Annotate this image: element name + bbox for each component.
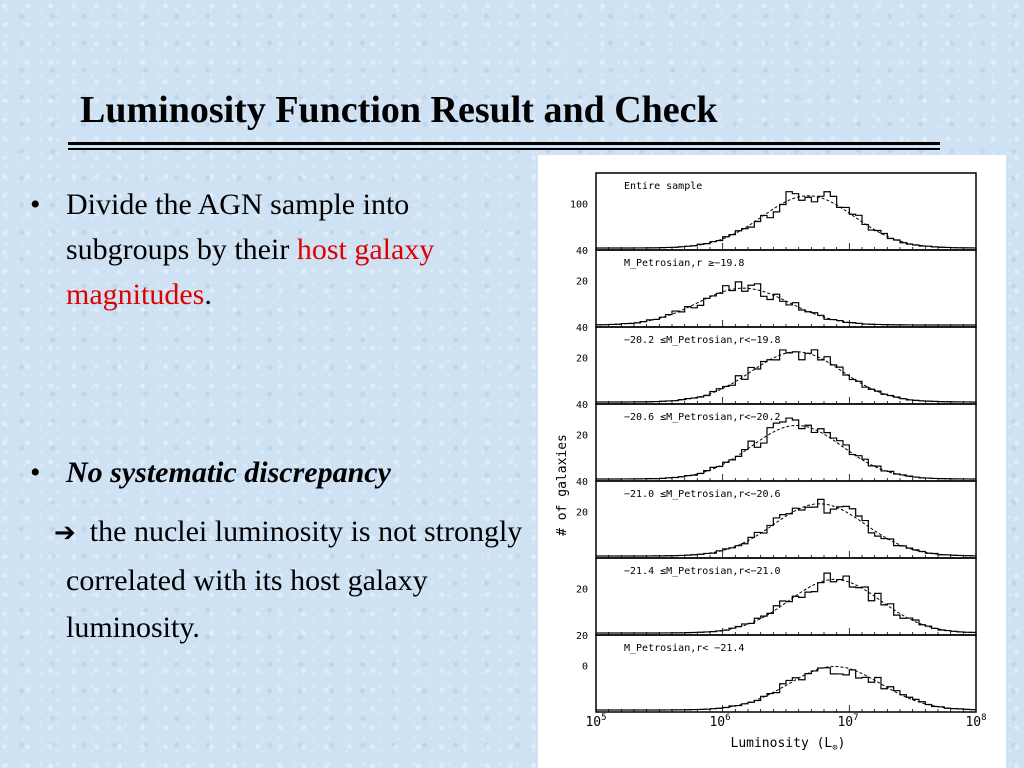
panel-label: M_Petrosian,r< −21.4 bbox=[624, 643, 745, 654]
luminosity-histogram-figure bbox=[538, 155, 1006, 768]
y-tick-label: 0 bbox=[581, 661, 588, 673]
fit-curve bbox=[599, 579, 973, 633]
y-tick-label: 40 bbox=[575, 477, 588, 488]
panel-label: −21.4 ≤M_Petrosian,r<−21.0 bbox=[624, 566, 781, 577]
x-axis-label: Luminosity $(L_⊙)$ bbox=[730, 736, 846, 753]
y-tick-label: 100 bbox=[569, 199, 588, 211]
histogram-steps bbox=[596, 418, 976, 479]
fit-curve bbox=[599, 288, 973, 325]
histogram-steps bbox=[596, 668, 976, 710]
bullet-dot: • bbox=[30, 456, 41, 489]
fit-curve bbox=[599, 352, 973, 402]
x-tick-label: $10^8$ bbox=[965, 713, 987, 730]
histogram-steps bbox=[596, 192, 976, 248]
fit-curve bbox=[599, 666, 973, 710]
panel-label: −20.6 ≤M_Petrosian,r<−20.2 bbox=[624, 412, 781, 423]
histogram-steps bbox=[596, 282, 976, 325]
panel-label: Entire sample bbox=[624, 181, 703, 192]
slide-title: Luminosity Function Result and Check bbox=[80, 89, 718, 131]
x-tick-label: $10^6$ bbox=[709, 713, 731, 730]
histogram-steps bbox=[596, 350, 976, 402]
y-tick-label: 20 bbox=[575, 584, 588, 596]
y-tick-label: 20 bbox=[575, 353, 588, 365]
fit-curve bbox=[599, 504, 973, 556]
y-axis-label: # of galaxies bbox=[555, 434, 570, 536]
title-underline-secondary bbox=[68, 148, 940, 150]
bullet-list bbox=[30, 182, 530, 317]
y-tick-label: 20 bbox=[575, 507, 588, 519]
arrow-conclusion bbox=[30, 508, 530, 651]
bullet1-highlight: host galaxy magnitudes bbox=[66, 233, 435, 311]
bullet-dot: • bbox=[30, 188, 41, 221]
histogram-steps bbox=[596, 499, 976, 556]
bullet1-post: . bbox=[204, 278, 212, 311]
y-tick-label: 40 bbox=[575, 323, 588, 334]
y-tick-label: 20 bbox=[575, 631, 588, 642]
y-tick-label: 40 bbox=[575, 246, 588, 257]
panel-label: −21.0 ≤M_Petrosian,r<−20.6 bbox=[624, 489, 781, 500]
bullet2-emphasis: No systematic discrepancy bbox=[66, 456, 391, 489]
histogram-panels bbox=[538, 155, 1006, 768]
title-underline bbox=[68, 142, 940, 145]
conclusion-text: the nuclei luminosity is not strongly correlated with its host galaxy luminosity. bbox=[66, 515, 523, 644]
x-tick-label: $10^7$ bbox=[837, 713, 859, 730]
bullet-list-2 bbox=[30, 450, 530, 495]
y-tick-label: 20 bbox=[575, 276, 588, 288]
panel-label: M_Petrosian,r ≥−19.8 bbox=[624, 258, 745, 269]
histogram-steps bbox=[596, 573, 976, 633]
fit-curve bbox=[599, 425, 973, 479]
y-tick-label: 40 bbox=[575, 400, 588, 411]
bullet1-text: Divide the AGN sample into subgroups by their bbox=[66, 188, 410, 266]
bullet-item-divide bbox=[30, 182, 530, 317]
bullet-item-no-discrepancy bbox=[30, 450, 530, 495]
y-tick-label: 20 bbox=[575, 430, 588, 442]
right-arrow-icon: ➔ bbox=[54, 518, 76, 548]
x-tick-label: $10^5$ bbox=[585, 713, 607, 730]
panel-label: −20.2 ≤M_Petrosian,r<−19.8 bbox=[624, 335, 781, 346]
